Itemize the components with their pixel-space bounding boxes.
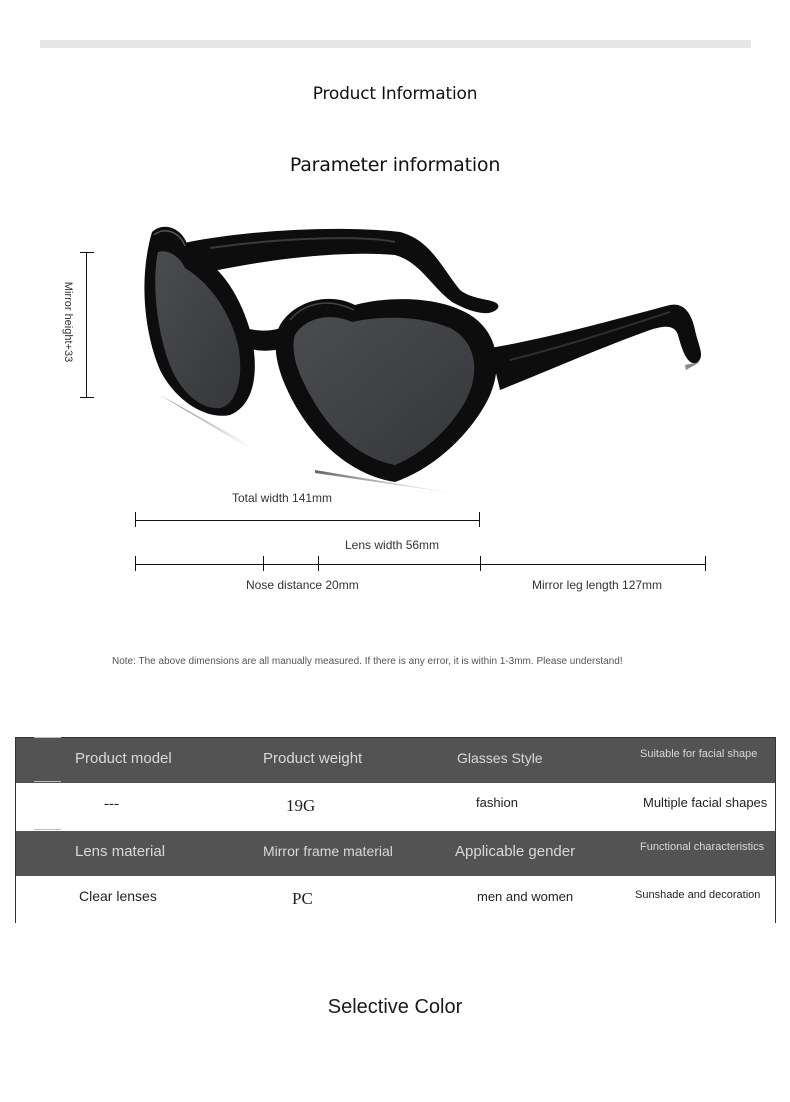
tick-nose-end	[318, 556, 319, 571]
table-header-row	[16, 738, 775, 783]
mirror-leg-length-label: Mirror leg length 127mm	[532, 578, 663, 592]
header-applicable-gender: Applicable gender	[455, 843, 576, 860]
header-glasses-style: Glasses Style	[457, 750, 543, 766]
total-width-label: Total width 141mm	[232, 491, 333, 505]
total-width-tick-left	[135, 512, 136, 527]
table-row	[16, 783, 775, 831]
product-information-title: Product Information	[312, 84, 478, 104]
top-divider-bar	[40, 40, 751, 48]
tick-leg-end	[705, 556, 706, 571]
table-header-row	[16, 831, 775, 876]
value-glasses-style: fashion	[476, 795, 518, 810]
parameter-information-title: Parameter information	[289, 154, 501, 176]
value-facial-shape: Multiple facial shapes	[643, 795, 768, 810]
mirror-height-label: Mirror height+33	[62, 281, 74, 363]
header-frame-material: Mirror frame material	[263, 843, 393, 859]
selective-color-title: Selective Color	[327, 996, 463, 1018]
mirror-height-cap-top	[80, 252, 94, 253]
value-frame-material: PC	[292, 889, 313, 908]
table-accent-mark	[34, 781, 61, 782]
value-functional-characteristics: Sunshade and decoration	[635, 889, 761, 901]
table-accent-mark	[34, 737, 61, 738]
lens-width-label: Lens width 56mm	[345, 538, 440, 552]
header-facial-shape: Suitable for facial shape	[640, 748, 758, 760]
table-accent-mark	[34, 829, 61, 830]
measurement-note: Note: The above dimensions are all manually measured. If there is any error, it is within 1-3mm. Please understand!	[112, 656, 623, 667]
value-applicable-gender: men and women	[477, 889, 574, 904]
heart-sunglasses-image	[130, 220, 720, 510]
header-product-weight: Product weight	[263, 750, 363, 767]
table-row	[16, 876, 775, 924]
header-product-model: Product model	[75, 750, 172, 767]
lens-nose-leg-line	[135, 564, 706, 565]
tick-lens-end	[480, 556, 481, 571]
tick-nose-start	[263, 556, 264, 571]
total-width-line	[135, 520, 480, 521]
value-product-weight: 19G	[286, 796, 316, 815]
mirror-height-line	[86, 252, 87, 397]
total-width-tick-right	[479, 512, 480, 527]
header-lens-material: Lens material	[75, 843, 166, 860]
nose-distance-label: Nose distance 20mm	[246, 578, 359, 592]
value-product-model: ---	[104, 796, 119, 812]
value-lens-material: Clear lenses	[79, 888, 157, 904]
mirror-height-cap-bottom	[80, 397, 94, 398]
header-functional-characteristics: Functional characteristics	[640, 841, 765, 853]
tick-start	[135, 556, 136, 571]
parameter-table	[15, 737, 776, 923]
